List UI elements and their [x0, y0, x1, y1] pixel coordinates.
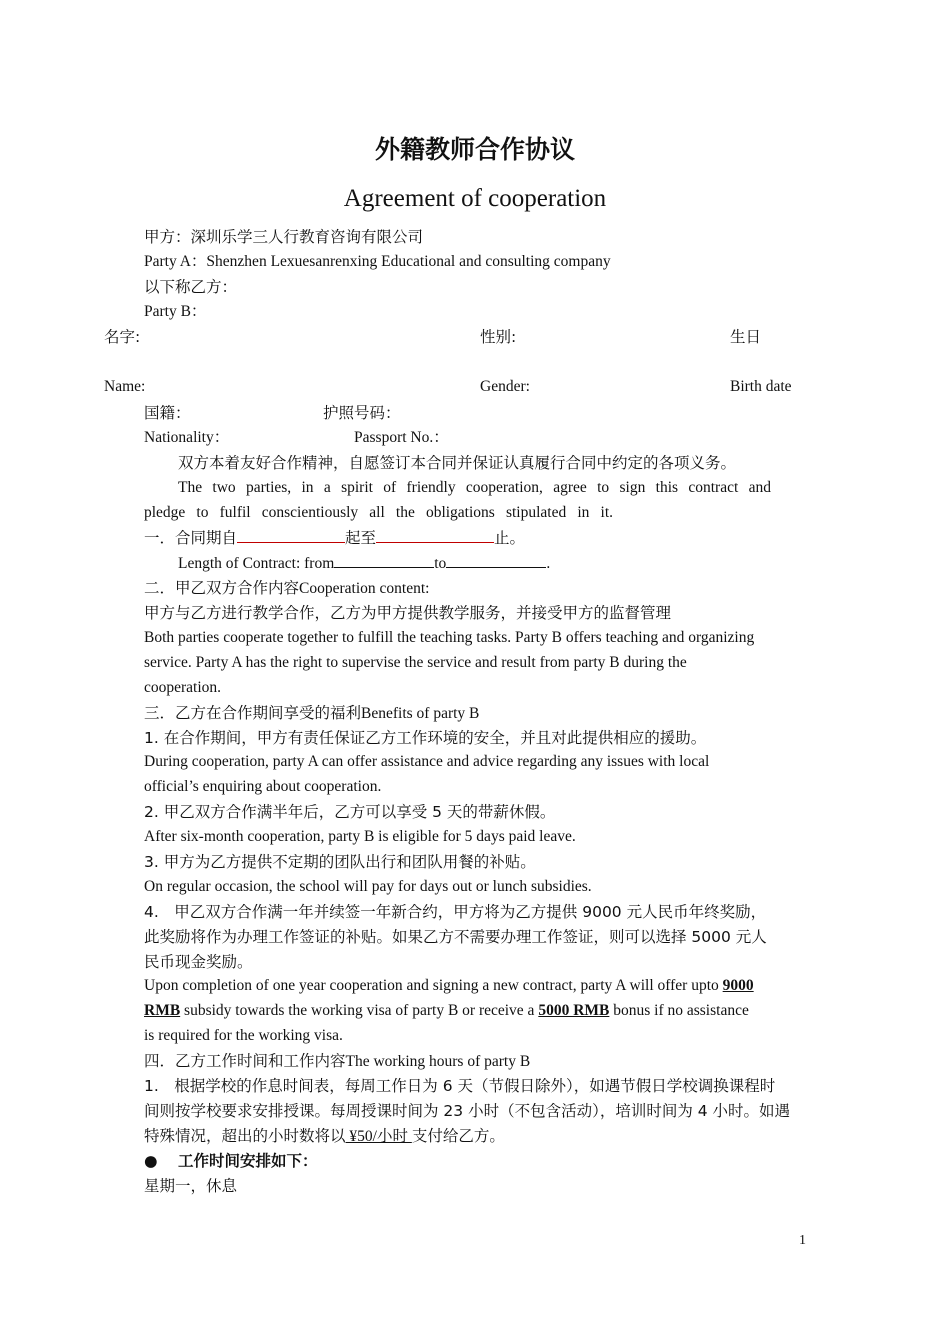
length-to-label: to: [434, 555, 447, 572]
section-2-chinese: 甲方与乙方进行教学合作，乙方为甲方提供教学服务，并接受甲方的监督管理: [144, 604, 672, 622]
benefit-4-english-mid: subsidy towards the working visa of party B or receive a: [180, 1002, 539, 1019]
preamble-english-line-2: pledge to fulfil conscientiously all the obligations stipulated in it.: [144, 504, 613, 521]
passport-label-english: Passport No.：: [354, 429, 449, 446]
work-1-chinese-line-3: [144, 1126, 505, 1147]
section-2-english-line-3: cooperation.: [144, 679, 222, 696]
birth-label-chinese: 生日: [730, 328, 762, 346]
benefit-4-english-line-3: is required for the working visa.: [144, 1027, 343, 1044]
preamble-chinese: 双方本着友好合作精神，自愿签订本合同并保证认真履行合同中约定的各项义务。: [178, 454, 737, 472]
benefit-2-english: After six-month cooperation, party B is eligible for 5 days paid leave.: [144, 828, 576, 845]
gender-label-english: Gender:: [480, 378, 530, 395]
section-2-heading: [144, 578, 429, 599]
end-date-blank[interactable]: [376, 528, 494, 543]
section-1-term-end: 止。: [494, 529, 526, 547]
section-3-heading-chinese: 三．乙方在合作期间享受的福利: [144, 704, 362, 722]
section-4-heading-chinese: 四．乙方工作时间和工作内容: [144, 1052, 346, 1070]
section-3-heading-english: Benefits of party B: [361, 705, 480, 722]
preamble-english-line-1: The two parties, in a spirit of friendly cooperation, agree to sign this contract and: [178, 479, 771, 496]
to-date-blank[interactable]: [446, 553, 546, 568]
benefit-1-chinese: 1. 在合作期间，甲方有责任保证乙方工作环境的安全，并且对此提供相应的援助。: [144, 729, 707, 747]
cash-bonus-amount: 5000 RMB: [538, 1002, 610, 1019]
work-1-chinese-line-2: 间则按学校要求安排授课。每周授课时间为 23 小时（不包含活动），培训时间为 4 小时。如遇: [144, 1102, 791, 1120]
section-2-english-line-2: service. Party A has the right to supervise the service and result from party B during the: [144, 654, 687, 671]
section-1-term-start: 一．合同期自: [144, 529, 238, 547]
benefit-4-english-line-2: [144, 1001, 749, 1021]
length-from-label: Length of Contract: from: [178, 555, 335, 572]
party-a-chinese: 甲方：深圳乐学三人行教育咨询有限公司: [144, 228, 424, 246]
section-3-heading: [144, 703, 479, 724]
length-period: .: [546, 555, 551, 572]
name-label-chinese: 名字:: [104, 328, 141, 346]
party-a-english: Party A：Shenzhen Lexuesanrenxing Educational and consulting company: [144, 253, 611, 270]
name-label-english: Name:: [104, 378, 146, 395]
start-date-blank[interactable]: [237, 528, 345, 543]
benefit-3-english: On regular occasion, the school will pay for days out or lunch subsidies.: [144, 878, 592, 895]
section-1-english: [178, 553, 550, 574]
title-chinese: 外籍教师合作协议: [374, 135, 575, 164]
from-date-blank[interactable]: [334, 553, 434, 568]
schedule-monday: 星期一，休息: [144, 1177, 238, 1195]
section-1-term: [144, 528, 525, 548]
schedule-heading: 工作时间安排如下：: [178, 1152, 318, 1170]
benefit-1-english-line-2: official’s enquiring about cooperation.: [144, 778, 382, 795]
visa-subsidy-amount: 9000: [722, 977, 754, 994]
section-1-term-middle: 起至: [345, 529, 377, 547]
birth-label-english: Birth date: [730, 378, 792, 395]
title-english: Agreement of cooperation: [343, 185, 607, 212]
work-1-overtime-text: 特殊情况，超出的小时数将以: [144, 1127, 346, 1145]
benefit-4-chinese-line-3: 民币现金奖励。: [144, 953, 253, 971]
overtime-rate: ¥50/小时: [345, 1128, 412, 1145]
passport-label-chinese: 护照号码：: [323, 404, 401, 422]
visa-subsidy-currency: RMB: [144, 1002, 181, 1019]
section-2-heading-english: Cooperation content:: [299, 580, 430, 597]
benefit-4-chinese-line-1: 4. 甲乙双方合作满一年并续签一年新合约，甲方将为乙方提供 9000 元人民币年终奖励，: [144, 903, 767, 921]
nationality-label-english: Nationality：: [144, 429, 230, 446]
section-4-heading: [144, 1051, 530, 1072]
gender-label-chinese: 性别:: [480, 328, 517, 346]
benefit-4-english-line-1: [144, 976, 754, 996]
section-4-heading-english: The working hours of party B: [345, 1053, 531, 1070]
section-2-english-line-1: Both parties cooperate together to fulfill the teaching tasks. Party B offers teaching and organizing: [144, 629, 755, 646]
schedule-bullet: ●: [144, 1152, 158, 1170]
party-b-english: Party B：: [144, 303, 207, 320]
section-2-heading-chinese: 二．甲乙双方合作内容: [144, 579, 300, 597]
work-1-chinese-line-1: 1. 根据学校的作息时间表，每周工作日为 6 天（节假日除外），如遇节假日学校调换课程时: [144, 1077, 776, 1095]
benefit-3-chinese: 3. 甲方为乙方提供不定期的团队出行和团队用餐的补贴。: [144, 853, 536, 871]
benefit-1-english-line-1: During cooperation, party A can offer assistance and advice regarding any issues with local: [144, 753, 710, 770]
nationality-label-chinese: 国籍：: [144, 404, 191, 422]
party-b-chinese: 以下称乙方：: [144, 278, 238, 296]
page-number: 1: [799, 1233, 806, 1248]
benefit-4-english-text: Upon completion of one year cooperation and signing a new contract, party A will offer upto: [144, 977, 723, 994]
benefit-2-chinese: 2. 甲乙双方合作满半年后，乙方可以享受 5 天的带薪休假。: [144, 803, 556, 821]
benefit-4-chinese-line-2: 此奖励将作为办理工作签证的补贴。如果乙方不需要办理工作签证，则可以选择 5000 元人: [144, 928, 767, 946]
work-1-overtime-tail: 支付给乙方。: [411, 1127, 505, 1145]
benefit-4-english-tail: bonus if no assistance: [609, 1002, 749, 1019]
